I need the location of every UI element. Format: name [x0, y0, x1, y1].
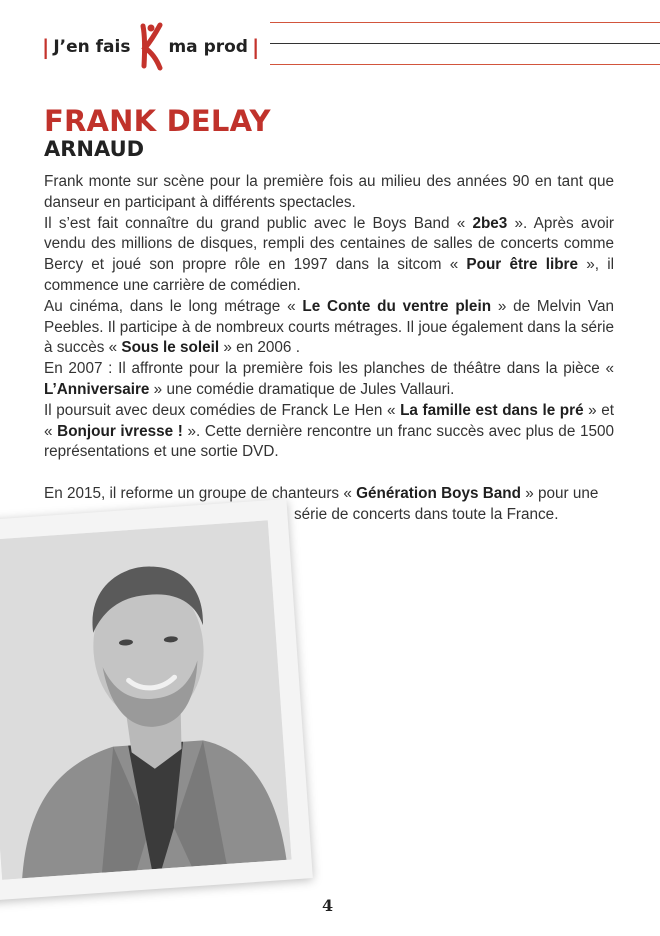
bio-bold: Génération Boys Band	[356, 484, 521, 502]
k-figure-icon	[134, 22, 164, 72]
brand-logo	[42, 22, 259, 72]
bio-text: ». Après avoir vendu des millions de disques, rempli des centaines de salles de concerts comme Bercy et joué son propre rôle en 1997 dans la sitcom «	[44, 214, 614, 274]
header-rule-middle	[270, 43, 660, 44]
bio-text: Au cinéma, dans le long métrage «	[44, 297, 303, 315]
bio-bold: L’Anniversaire	[44, 380, 150, 398]
bio-paragraph-6	[44, 484, 614, 505]
portrait-photo	[0, 520, 292, 879]
bio-text: En 2015, il reforme un groupe de chanteurs «	[44, 484, 357, 502]
paragraph-gap	[44, 463, 614, 484]
bio-text: Il poursuit avec deux comédies de Franck Le Hen «	[44, 401, 401, 419]
bio-text: ». Cette dernière rencontre un franc succès avec plus de 1500 représentations et une sortie DVD.	[44, 422, 614, 461]
bio-bold: Pour être libre	[466, 256, 579, 274]
photo-frame	[0, 499, 313, 901]
bio-bold: 2be3	[472, 214, 508, 232]
logo-bar-left: |	[42, 35, 50, 59]
bio-text: » et «	[44, 401, 614, 440]
bio-text: Il s’est fait connaître du grand public avec le Boys Band «	[44, 214, 473, 232]
page-title: FRANK DELAY	[44, 104, 271, 138]
logo-text-right: ma prod	[168, 37, 248, 57]
header-rule-top	[270, 22, 660, 23]
bio-paragraph-6-end: série de concerts dans toute la France.	[294, 505, 559, 523]
bio-bold: Sous le soleil	[121, 339, 220, 357]
bio-text: » de Melvin Van Peebles. Il participe à de nombreux courts métrages. Il joue également dans la série à succès «	[44, 297, 614, 357]
logo-text-left: J’en fais	[53, 37, 131, 57]
bio-bold: La famille est dans le pré	[400, 401, 584, 419]
bio-text: En 2007 : Il affronte pour la première fois les planches de théâtre dans la pièce «	[44, 360, 614, 378]
bio-text: » pour une	[521, 484, 599, 502]
bio-paragraph-1: Frank monte sur scène pour la première fois au milieu des années 90 en tant que danseur en participant à différents spectacles.	[44, 173, 614, 211]
bio-paragraph-4	[44, 359, 614, 401]
bio-paragraph-5	[44, 401, 614, 463]
logo-bar-right: |	[251, 35, 260, 59]
page-subtitle: ARNAUD	[44, 137, 145, 161]
biography-text	[44, 172, 614, 526]
page-number: 4	[322, 896, 334, 915]
bio-bold: Le Conte du ventre plein	[302, 297, 492, 315]
bio-text: » une comédie dramatique de Jules Vallauri.	[149, 380, 455, 398]
bio-text: » en 2006 .	[219, 339, 300, 357]
header-rule-bottom	[270, 64, 660, 65]
bio-text: », il commence une carrière de comédien.	[44, 256, 614, 294]
bio-paragraph-3	[44, 297, 614, 359]
portrait-illustration	[0, 520, 292, 879]
bio-paragraph-2	[44, 214, 614, 297]
bio-bold: Bonjour ivresse !	[57, 422, 183, 440]
